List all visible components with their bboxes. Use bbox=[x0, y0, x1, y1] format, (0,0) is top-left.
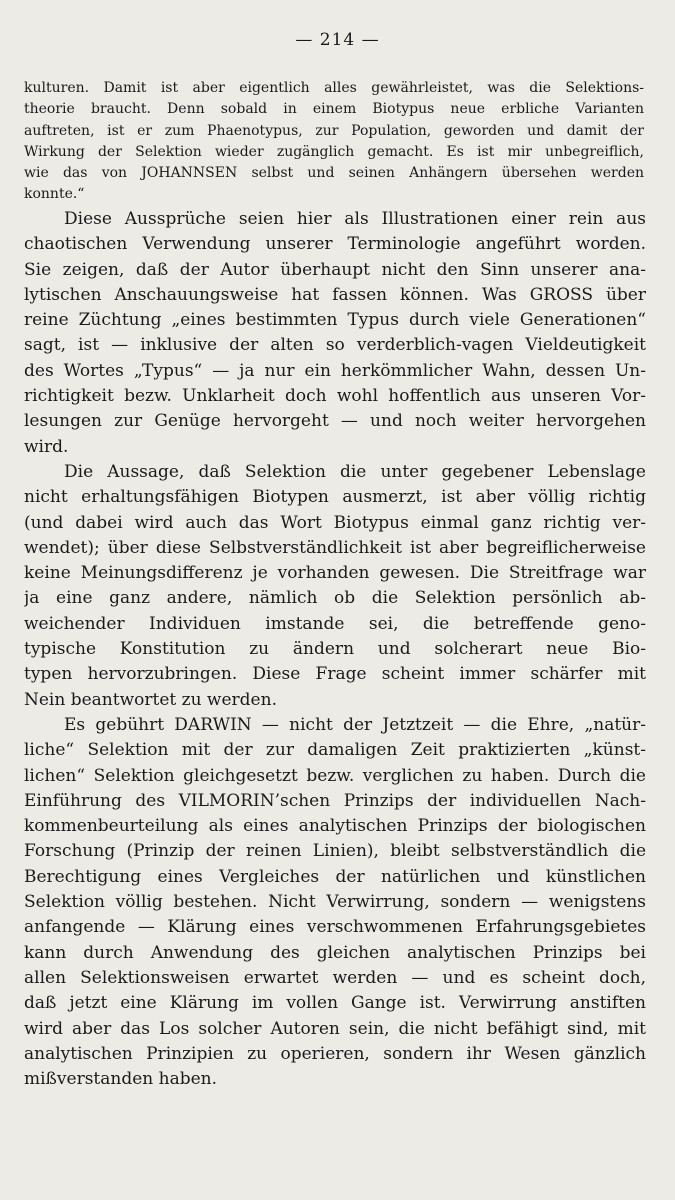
quote-line: Wirkung der Selektion wieder zugänglich gemacht. Es ist mir unbegreiflich, bbox=[24, 143, 644, 160]
text-line: wendet); über diese Selbstverständlichkeit ist aber begreiflicherweise bbox=[24, 537, 646, 558]
text-line: liche“ Selektion mit der zur damaligen Zeit praktizierten „künst- bbox=[24, 740, 646, 761]
text-line: lytischen Anschauungsweise hat fassen können. Was GROSS über bbox=[24, 284, 646, 305]
text-line: typen hervorzubringen. Diese Frage scheint immer schärfer mit bbox=[24, 664, 646, 685]
text-line: richtigkeit bezw. Unklarheit doch wohl hoffentlich aus unseren Vor- bbox=[24, 386, 646, 407]
paragraph-3 bbox=[24, 713, 646, 1092]
quote-line: konnte.“ bbox=[24, 186, 85, 203]
text-line: sagt, ist — inklusive der alten so verderblich-vagen Vieldeutigkeit bbox=[24, 335, 646, 356]
text-line: Sie zeigen, daß der Autor überhaupt nicht den Sinn unserer ana- bbox=[24, 259, 646, 280]
text-line: kommenbeurteilung als eines analytischen Prinzips der biologischen bbox=[24, 816, 646, 837]
text-line: wird aber das Los solcher Autoren sein, die nicht befähigt sind, mit bbox=[24, 1018, 646, 1039]
text-line: Berechtigung eines Vergleiches der natürlichen und künstlichen bbox=[24, 866, 646, 887]
text-line: Es gebührt DARWIN — nicht der Jetztzeit — die Ehre, „natür- bbox=[64, 714, 646, 735]
body-text bbox=[24, 207, 646, 1092]
quote-line: wie das von JOHANNSEN selbst und seinen Anhängern übersehen werden bbox=[24, 165, 644, 182]
text-line: ja eine ganz andere, nämlich ob die Selektion persönlich ab- bbox=[24, 588, 646, 609]
text-line: allen Selektionsweisen erwartet werden — und es scheint doch, bbox=[24, 967, 646, 988]
text-line: chaotischen Verwendung unserer Terminologie angeführt worden. bbox=[24, 234, 646, 255]
text-line: Die Aussage, daß Selektion die unter gegebener Lebenslage bbox=[64, 461, 646, 482]
text-line: wird. bbox=[24, 436, 69, 457]
text-line: anfangende — Klärung eines verschwommenen Erfahrungsgebietes bbox=[24, 917, 646, 938]
text-line: typische Konstitution zu ändern und solcherart neue Bio- bbox=[24, 639, 646, 660]
text-line: mißverstanden haben. bbox=[24, 1069, 218, 1090]
text-line: keine Meinungsdifferenz je vorhanden gewesen. Die Streitfrage war bbox=[24, 563, 646, 584]
text-line: weichender Individuen imstande sei, die betreffende geno- bbox=[24, 613, 646, 634]
text-line: kann durch Anwendung des gleichen analytischen Prinzips bei bbox=[24, 942, 646, 963]
quote-block bbox=[24, 78, 644, 206]
text-line: des Wortes „Typus“ — ja nur ein herkömmlicher Wahn, dessen Un- bbox=[24, 360, 646, 381]
text-line: daß jetzt eine Klärung im vollen Gange ist. Verwirrung anstiften bbox=[24, 993, 646, 1014]
text-line: Selektion völlig bestehen. Nicht Verwirrung, sondern — wenigstens bbox=[24, 892, 646, 913]
text-line: reine Züchtung „eines bestimmten Typus durch viele Generationen“ bbox=[24, 310, 646, 331]
text-line: Einführung des VILMORIN’schen Prinzips der individuellen Nach- bbox=[24, 790, 646, 811]
text-line: analytischen Prinzipien zu operieren, sondern ihr Wesen gänzlich bbox=[24, 1043, 646, 1064]
quote-line: theorie braucht. Denn sobald in einem Biotypus neue erbliche Varianten bbox=[24, 101, 644, 118]
text-line: lesungen zur Genüge hervorgeht — und noch weiter hervorgehen bbox=[24, 411, 646, 432]
paragraph-2 bbox=[24, 460, 646, 713]
paragraph-1 bbox=[24, 207, 646, 460]
text-line: Nein beantwortet zu werden. bbox=[24, 689, 277, 710]
quote-line: kulturen. Damit ist aber eigentlich alles gewährleistet, was die Selektions- bbox=[24, 80, 644, 96]
text-line: nicht erhaltungsfähigen Biotypen ausmerzt, ist aber völlig richtig bbox=[24, 487, 646, 508]
quote-line: auftreten, ist er zum Phaenotypus, zur Population, geworden und damit der bbox=[24, 122, 644, 139]
text-line: Diese Aussprüche seien hier als Illustrationen einer rein aus bbox=[64, 209, 646, 229]
text-line: lichen“ Selektion gleichgesetzt bezw. verglichen zu haben. Durch die bbox=[24, 765, 646, 786]
text-line: Forschung (Prinzip der reinen Linien), bleibt selbstverständlich die bbox=[24, 841, 646, 862]
page-number: — 214 — bbox=[295, 30, 380, 50]
text-line: (und dabei wird auch das Wort Biotypus einmal ganz richtig ver- bbox=[24, 512, 646, 533]
